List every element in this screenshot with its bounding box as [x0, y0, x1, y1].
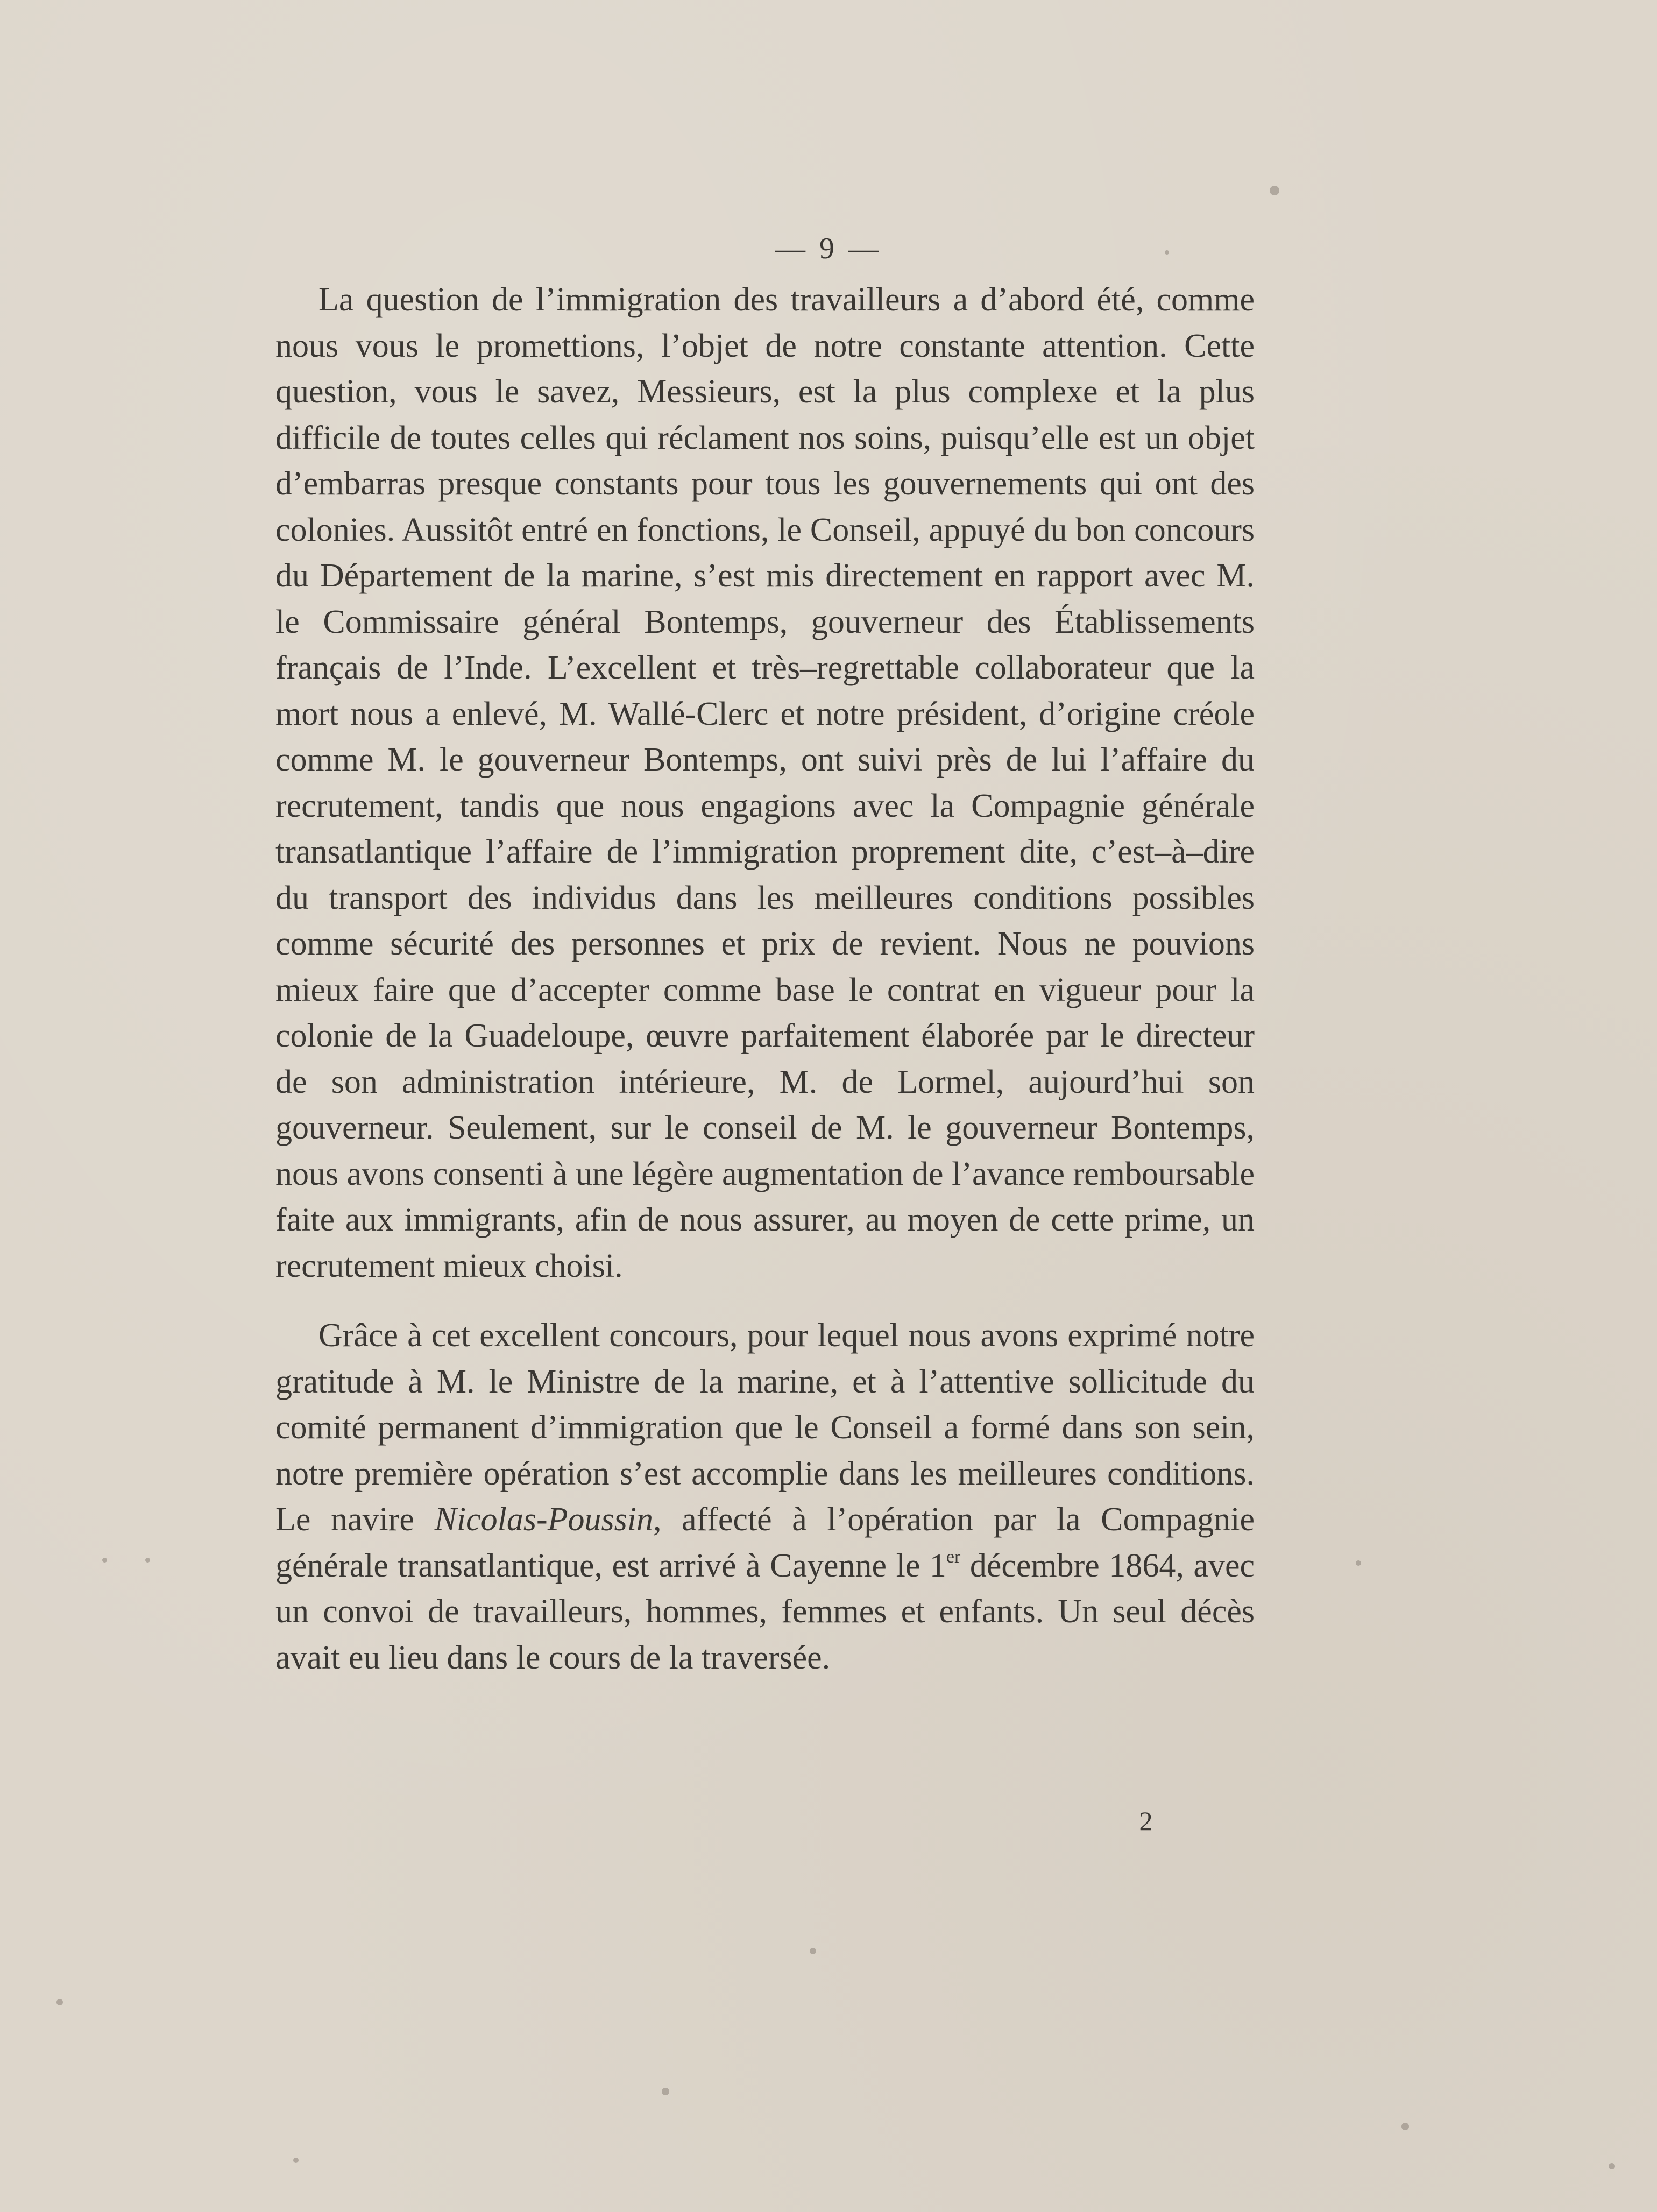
paragraph-first-operation [275, 1313, 1255, 1681]
page-number-header: — 9 — [775, 232, 882, 265]
paragraph-text-end: décembre 1864, avec un convoi de travailleurs, hommes, femmes et enfants. Un seul décès avait eu lieu dans le cours de la traversée. [275, 1547, 1255, 1676]
paragraph-immigration-question: La question de l’immigration des travailleurs a d’abord été, comme nous vous le promettions, l’objet de notre constante attention. Cette question, vous le savez, Messieurs, est la plus complexe et la plus difficile de toutes celles qui réclament nos soins, puisqu’elle est un objet d’embarras presque constants pour tous les gouvernements qui ont des colonies. Aussitôt entré en fonctions, le Conseil, appuyé du bon concours du Département de la marine, s’est mis directement en rapport avec M. le Commissaire général Bontemps, gouverneur des Établissements français de l’Inde. L’excellent et très–regrettable collaborateur que la mort nous a enlevé, M. Wallé-Clerc et notre président, d’origine créole comme M. le gouverneur Bontemps, ont suivi près de lui l’affaire du recrutement, tandis que nous engagions avec la Compagnie générale transatlantique l’affaire de l’immigration proprement dite, c’est–à–dire du transport des individus dans les meilleures conditions possibles comme sécurité des personnes et prix de revient. Nous ne pouvions mieux faire que d’accepter comme base le contrat en vigueur pour la colonie de la Guadeloupe, œuvre parfaitement élaborée par le directeur de son administration intérieure, M. de Lormel, aujourd’hui son gouverneur. Seulement, sur le conseil de M. le gouverneur Bontemps, nous avons consenti à une légère augmentation de l’avance remboursable faite aux immigrants, afin de nous assurer, au moyen de cette prime, un recrutement mieux choisi. [275, 281, 1255, 1284]
paper-speck [102, 1558, 107, 1563]
paper-speck [810, 1948, 816, 1954]
ship-name: Nicolas-Poussin [434, 1501, 653, 1538]
paper-speck [1165, 250, 1169, 255]
paper-speck [293, 2158, 299, 2163]
signature-mark: 2 [1139, 1806, 1153, 1836]
paper-speck [1609, 2163, 1615, 2169]
ordinal-suffix: er [946, 1546, 961, 1567]
paper-speck [1270, 186, 1279, 195]
paper-speck [1356, 1560, 1361, 1566]
paper-speck [145, 1558, 150, 1563]
paper-speck [1401, 2123, 1409, 2130]
paper-speck [56, 1999, 63, 2005]
paper-speck [662, 2088, 669, 2095]
paragraph-text-before-ship: Grâce à cet excellent concours, pour lequel nous avons exprimé notre gratitude à M. le Ministre de la marine, et à l’attentive sollicitude du comité permanent d’immigration que le Conseil a formé dans son sein, notre première opération s’est accomplie dans les meilleures conditions. Le navire [275, 1317, 1255, 1538]
paragraph-text-after-ship: , affecté à l’opération par la Compagnie générale transatlantique, est arrivé à Cayenne le 1 [275, 1501, 1255, 1584]
body-text [275, 277, 1255, 1681]
